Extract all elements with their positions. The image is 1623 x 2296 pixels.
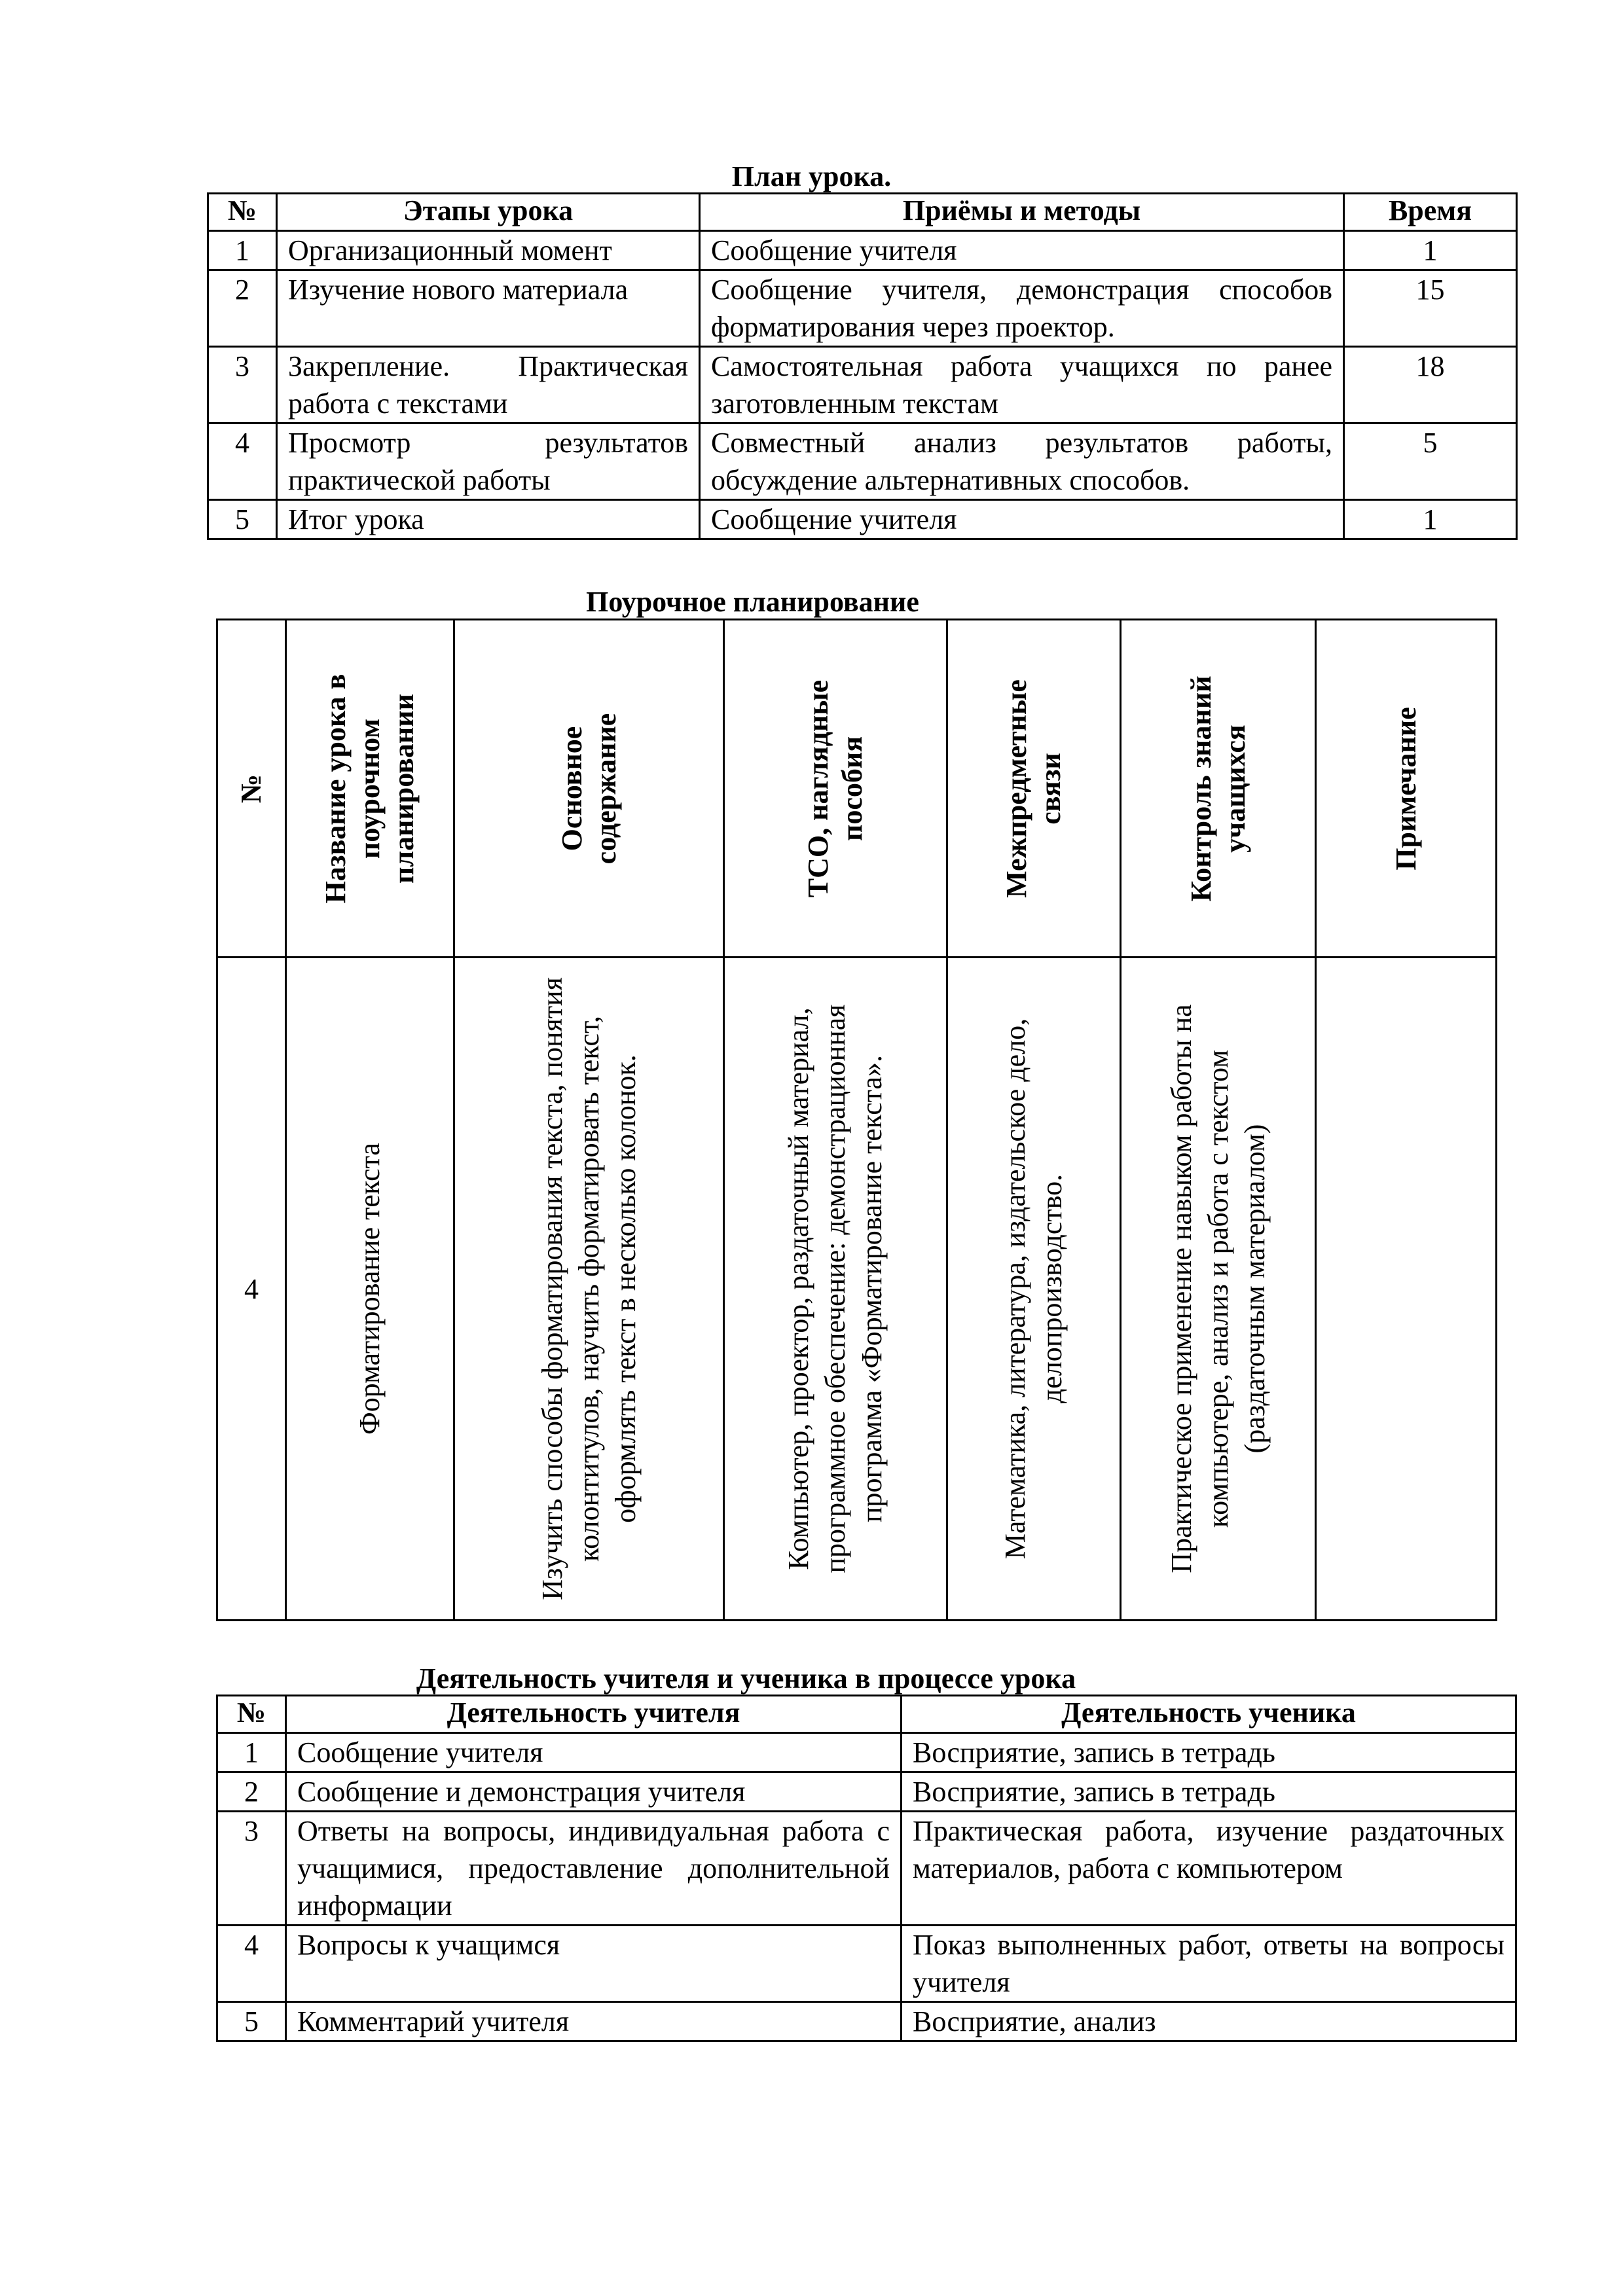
- table-row: [208, 231, 1517, 270]
- plan-stage: Организационный момент: [277, 231, 700, 270]
- activity-teacher: Сообщение учителя: [286, 1733, 902, 1772]
- lesson-table: [216, 619, 1497, 1621]
- plan-methods: Сообщение учителя: [700, 500, 1344, 539]
- activity-table: [216, 1695, 1517, 2042]
- plan-num: 4: [208, 423, 277, 500]
- plan-stage: Закрепление. Практическая работа с текстами: [277, 347, 700, 423]
- lesson-control: Практическое применение навыком работы на компьютере, анализ и работа с текстом (раздаточным материалом): [1121, 958, 1316, 1621]
- activity-student: Восприятие, анализ: [902, 2002, 1516, 2041]
- lesson-num: 4: [217, 958, 286, 1621]
- activity-header-num: №: [217, 1696, 286, 1733]
- table-row: [208, 423, 1517, 500]
- activity-student: Показ выполненных работ, ответы на вопросы учителя: [902, 1926, 1516, 2002]
- activity-num: 1: [217, 1733, 286, 1772]
- plan-methods: Сообщение учителя, демонстрация способов форматирования через проектор.: [700, 270, 1344, 347]
- plan-header-stage: Этапы урока: [277, 194, 700, 231]
- lesson-header-tso: ТСО, наглядные пособия: [724, 620, 947, 958]
- table-row: [217, 958, 1497, 1621]
- activity-student: Восприятие, запись в тетрадь: [902, 1772, 1516, 1812]
- table-row: [208, 500, 1517, 539]
- table-row: [208, 347, 1517, 423]
- table-row: [217, 1772, 1516, 1812]
- table-row: [217, 2002, 1516, 2041]
- plan-stage: Изучение нового материала: [277, 270, 700, 347]
- lesson-header-name: Название урока в поурочном планировании: [286, 620, 454, 958]
- lesson-header-control: Контроль знаний учащихся: [1121, 620, 1316, 958]
- lesson-header-row: [217, 620, 1497, 958]
- lesson-title: Поурочное планирование: [586, 586, 919, 618]
- activity-num: 2: [217, 1772, 286, 1812]
- activity-teacher: Ответы на вопросы, индивидуальная работа с учащимися, предоставление дополнительной информации: [286, 1812, 902, 1926]
- lesson-header-links: Межпредметные связи: [947, 620, 1121, 958]
- plan-num: 2: [208, 270, 277, 347]
- table-row: [208, 270, 1517, 347]
- table-row: [217, 1733, 1516, 1772]
- activity-num: 3: [217, 1812, 286, 1926]
- lesson-links: Математика, литература, издательское дело, делопроизводство.: [947, 958, 1121, 1621]
- activity-student: Практическая работа, изучение раздаточных материалов, работа с компьютером: [902, 1812, 1516, 1926]
- plan-methods: Самостоятельная работа учащихся по ранее заготовленным текстам: [700, 347, 1344, 423]
- plan-num: 3: [208, 347, 277, 423]
- activity-teacher: Комментарий учителя: [286, 2002, 902, 2041]
- plan-time: 1: [1344, 231, 1517, 270]
- plan-header-time: Время: [1344, 194, 1517, 231]
- activity-num: 5: [217, 2002, 286, 2041]
- activity-num: 4: [217, 1926, 286, 2002]
- lesson-note: [1316, 958, 1497, 1621]
- activity-student: Восприятие, запись в тетрадь: [902, 1733, 1516, 1772]
- plan-header-row: [208, 194, 1517, 231]
- table-row: [217, 1812, 1516, 1926]
- plan-table: [207, 192, 1518, 540]
- activity-header-teacher: Деятельность учителя: [286, 1696, 902, 1733]
- activity-header-row: [217, 1696, 1516, 1733]
- plan-methods: Совместный анализ результатов работы, обсуждение альтернативных способов.: [700, 423, 1344, 500]
- plan-stage: Итог урока: [277, 500, 700, 539]
- plan-time: 18: [1344, 347, 1517, 423]
- lesson-header-content: Основное содержание: [454, 620, 724, 958]
- table-row: [217, 1926, 1516, 2002]
- plan-title: План урока.: [731, 160, 892, 192]
- lesson-content: Изучить способы форматирования текста, понятия колонтитулов, научить форматировать текст, оформлять текст в несколько колонок.: [454, 958, 724, 1621]
- lesson-name: Форматирование текста: [286, 958, 454, 1621]
- activity-teacher: Вопросы к учащимся: [286, 1926, 902, 2002]
- plan-header-methods: Приёмы и методы: [700, 194, 1344, 231]
- plan-time: 15: [1344, 270, 1517, 347]
- lesson-tso: Компьютер, проектор, раздаточный материал, программное обеспечение: демонстрационная программа «Форматирование текста».: [724, 958, 947, 1621]
- plan-time: 5: [1344, 423, 1517, 500]
- lesson-header-num: №: [217, 620, 286, 958]
- plan-stage: Просмотр результатов практической работы: [277, 423, 700, 500]
- activity-header-student: Деятельность ученика: [902, 1696, 1516, 1733]
- plan-methods: Сообщение учителя: [700, 231, 1344, 270]
- activity-title: Деятельность учителя и ученика в процессе урока: [416, 1662, 1076, 1695]
- plan-header-num: №: [208, 194, 277, 231]
- plan-num: 1: [208, 231, 277, 270]
- lesson-header-note: Примечание: [1316, 620, 1497, 958]
- plan-time: 1: [1344, 500, 1517, 539]
- plan-num: 5: [208, 500, 277, 539]
- activity-teacher: Сообщение и демонстрация учителя: [286, 1772, 902, 1812]
